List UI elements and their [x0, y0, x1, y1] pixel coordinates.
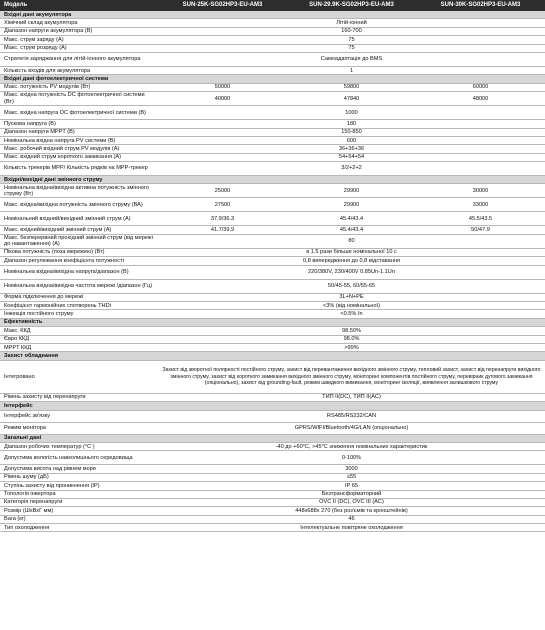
shared-value: Інтелектуальне повітряне охолодження — [158, 524, 545, 532]
section-header-row — [0, 434, 545, 442]
parameter-label: Пікова потужність (поза мережею) (Вт) — [0, 248, 158, 256]
shared-value: >99% — [158, 343, 545, 351]
parameter-label: Євро ККД — [0, 335, 158, 343]
shared-value: ТИП II(DC), ТИП II(AC) — [158, 393, 545, 401]
parameter-label: Діапазон напруги MPPT (В) — [0, 128, 158, 136]
parameter-label: Інтегровано — [0, 360, 158, 393]
model-1-value: 41.7/39.9 — [158, 226, 287, 234]
table-header-row — [0, 0, 545, 11]
shared-value: IP 65 — [158, 482, 545, 490]
table-row — [0, 92, 545, 106]
shared-value: Безтрансформаторний — [158, 490, 545, 498]
model-1-header: SUN-25K-SG02HP3-EU-AM3 — [158, 0, 287, 11]
section-title: Вхідні дані акумулятора — [0, 11, 545, 19]
table-row — [0, 507, 545, 515]
table-row — [0, 473, 545, 481]
parameter-label: Стратегія заряджання для літій-іонного акумулятора — [0, 52, 158, 66]
model-3-value: 30000 — [416, 184, 545, 198]
shared-value: <3% (від номінальної) — [158, 302, 545, 310]
parameter-label: Допустима вологість навколишнього середовища — [0, 451, 158, 465]
model-2-value: 45.4/43.4 — [287, 226, 416, 234]
table-row — [0, 19, 545, 27]
model-1-value: 50000 — [158, 83, 287, 91]
parameter-label: MPPT ККД — [0, 343, 158, 351]
parameter-label: Кількість трекерів MPP/ Кількість рядків на MPP-трекер — [0, 162, 158, 176]
parameter-label: Інтерфейс зв'язку — [0, 410, 158, 422]
parameter-label: Діапазон напруги акумулятора (В) — [0, 27, 158, 35]
table-row — [0, 36, 545, 44]
section-title: Захист обладнання — [0, 352, 545, 360]
parameter-label: Форма підключення до мережі — [0, 293, 158, 301]
table-row — [0, 212, 545, 226]
model-3-value: 45.5/43.5 — [416, 212, 545, 226]
table-row — [0, 265, 545, 279]
shared-value: 150-850 — [158, 128, 545, 136]
table-row — [0, 83, 545, 91]
model-3-value: 60000 — [416, 83, 545, 91]
table-row — [0, 482, 545, 490]
table-row — [0, 524, 545, 532]
shared-value: Захист від зворотної полярності постійного струму, захист від перевантаження вихідного змінного струму, тепловий захист, захист від перенапруги вихідного змінного струму, захист від короткого замикання вихідного змінного струму, моніторинг компонентів постійного струму, перевірник дугового замикання (опціонально), захист від grounding-fault, режим швидкого вимикання, моніторинг ізоляції, виявлення залишкового струму — [158, 360, 545, 393]
parameter-label: Макс. вхідна/вихідна потужність змінного струму (ВА) — [0, 198, 158, 212]
shared-value: 3L+N+PE — [158, 293, 545, 301]
shared-value: 1 — [158, 66, 545, 74]
section-header-row — [0, 11, 545, 19]
shared-value: 180 — [158, 120, 545, 128]
shared-value: 75 — [158, 44, 545, 52]
table-row — [0, 498, 545, 506]
shared-value: 160-700 — [158, 27, 545, 35]
shared-value: RS485/RS232/CAN — [158, 410, 545, 422]
parameter-label: Макс. вхідна потужність DC фотоелектричної системи (Вт) — [0, 92, 158, 106]
section-title: Вхідні дані фотоелектричної системи — [0, 75, 545, 83]
table-row — [0, 66, 545, 74]
parameter-label: Рівень захисту від перенапруги — [0, 393, 158, 401]
section-title: Вхідні/вихідні дані змінного струму — [0, 176, 545, 184]
shared-value: 3000 — [158, 465, 545, 473]
section-header-row — [0, 75, 545, 83]
shared-value: 0,8 випередження до 0,8 відставання — [158, 257, 545, 265]
shared-value: OVC II (DC), OVC III (AC) — [158, 498, 545, 506]
shared-value: 75 — [158, 36, 545, 44]
section-title: Ефективність — [0, 318, 545, 326]
shared-value: <0.5% In — [158, 310, 545, 318]
parameter-label: Макс. струм заряду (А) — [0, 36, 158, 44]
table-row — [0, 327, 545, 335]
table-row — [0, 302, 545, 310]
parameter-label: Категорія перенапруги — [0, 498, 158, 506]
shared-value: 50/45-55, 60/55-65 — [158, 279, 545, 293]
model-2-value: 29900 — [287, 198, 416, 212]
shared-value: 98.50% — [158, 327, 545, 335]
section-title: Інтерфейс — [0, 402, 545, 410]
model-3-value: 48000 — [416, 92, 545, 106]
table-row — [0, 410, 545, 422]
model-2-value: 59800 — [287, 83, 416, 91]
table-row — [0, 310, 545, 318]
table-row — [0, 106, 545, 120]
model-2-header: SUN-29.9K-SG02HP3-EU-AM3 — [287, 0, 416, 11]
parameter-label: Номінальна вхідна/вихідна напруга/діапазон (В) — [0, 265, 158, 279]
table-row — [0, 515, 545, 523]
section-header-row — [0, 318, 545, 326]
parameter-label: Номінальна вхідна напруга PV системи (В) — [0, 136, 158, 144]
parameter-label: Інжекція постійного струму — [0, 310, 158, 318]
table-row — [0, 490, 545, 498]
parameter-label: Режим монітора — [0, 422, 158, 434]
table-row — [0, 136, 545, 144]
parameter-label: Макс. вхідна напруга DC фотоелектричної системи (В) — [0, 106, 158, 120]
parameter-label: Кількість входів для акумулятора — [0, 66, 158, 74]
table-row — [0, 226, 545, 234]
table-row — [0, 153, 545, 161]
table-row — [0, 184, 545, 198]
parameter-label: Макс. безперервний прохідний змінний струм (від мережі до навантаження) (А) — [0, 234, 158, 248]
shared-value: в 1.5 рази більше номінальної 10 с — [158, 248, 545, 256]
parameter-label: Хімічний склад акумулятора — [0, 19, 158, 27]
table-row — [0, 335, 545, 343]
table-row — [0, 234, 545, 248]
model-1-value: 25000 — [158, 184, 287, 198]
model-3-value: 33000 — [416, 198, 545, 212]
shared-value: 220/380V, 230/400V 0.85Un-1.1Un — [158, 265, 545, 279]
shared-value: Літій-іонний — [158, 19, 545, 27]
table-row — [0, 422, 545, 434]
shared-value: 0-100% — [158, 451, 545, 465]
parameter-label: Макс. вхідний струм короткого замикання (А) — [0, 153, 158, 161]
shared-value: 36+36+36 — [158, 145, 545, 153]
section-header-row — [0, 176, 545, 184]
model-2-value: 45.4/43.4 — [287, 212, 416, 226]
model-3-header: SUN-30K-SG02HP3-EU-AM3 — [416, 0, 545, 11]
model-header: Модель — [0, 0, 158, 11]
parameter-label: Топологія інвертора — [0, 490, 158, 498]
parameter-label: Допустима висота над рівнем моря — [0, 465, 158, 473]
parameter-label: Вага (кг) — [0, 515, 158, 523]
parameter-label: Ступінь захисту від проникнення (IP) — [0, 482, 158, 490]
shared-value: 448х688х 270 (без роз'ємів та кронштейнів) — [158, 507, 545, 515]
model-2-value: 47840 — [287, 92, 416, 106]
parameter-label: Номінальна вхідна/вихідна активна потужність змінного струму (Вт) — [0, 184, 158, 198]
shared-value: 3/2+2+2 — [158, 162, 545, 176]
table-row — [0, 198, 545, 212]
parameter-label: Макс. ККД — [0, 327, 158, 335]
table-row — [0, 343, 545, 351]
table-row — [0, 248, 545, 256]
shared-value: 54+54+54 — [158, 153, 545, 161]
parameter-label: Пускова напруга (В) — [0, 120, 158, 128]
model-2-value: 29900 — [287, 184, 416, 198]
shared-value: 98.0% — [158, 335, 545, 343]
section-header-row — [0, 402, 545, 410]
table-row — [0, 279, 545, 293]
model-1-value: 27500 — [158, 198, 287, 212]
shared-value: Самоадаптація до BMS — [158, 52, 545, 66]
table-row — [0, 27, 545, 35]
shared-value: ≤55 — [158, 473, 545, 481]
table-row — [0, 128, 545, 136]
spec-table-body — [0, 11, 545, 532]
shared-value: GPRS/WIFI/Bluetooth/4G/LAN (опціонально) — [158, 422, 545, 434]
table-row — [0, 442, 545, 450]
shared-value: 80 — [158, 234, 545, 248]
section-title: Загальні дані — [0, 434, 545, 442]
parameter-label: Розмір (ШхВхГ мм) — [0, 507, 158, 515]
parameter-label: Макс. вхідний/вихідний змінний струм (А) — [0, 226, 158, 234]
parameter-label: Номінальна вхідна/вихідна частота мережі /діапазон (Гц) — [0, 279, 158, 293]
table-row — [0, 465, 545, 473]
table-row — [0, 393, 545, 401]
parameter-label: Діапазон регулювання коефіцієнта потужності — [0, 257, 158, 265]
parameter-label: Діапазон робочих температур (°C ) — [0, 442, 158, 450]
parameter-label: Рівень шуму (дБ) — [0, 473, 158, 481]
table-row — [0, 52, 545, 66]
parameter-label: Макс. потужність PV модулів (Вт) — [0, 83, 158, 91]
parameter-label: Макс. робочий вхідний струм PV модулів (А) — [0, 145, 158, 153]
table-row — [0, 257, 545, 265]
shared-value: 46 — [158, 515, 545, 523]
table-row — [0, 293, 545, 301]
shared-value: 600 — [158, 136, 545, 144]
table-row — [0, 451, 545, 465]
table-row — [0, 120, 545, 128]
model-1-value: 37.9/36.3 — [158, 212, 287, 226]
parameter-label: Тип охолодження — [0, 524, 158, 532]
model-1-value: 40000 — [158, 92, 287, 106]
shared-value: -40 до +60°C, >45°C зниження номінальних характеристик — [158, 442, 545, 450]
table-row — [0, 162, 545, 176]
parameter-label: Коефіцієнт гармонійних спотворень THDi — [0, 302, 158, 310]
table-row — [0, 145, 545, 153]
section-header-row — [0, 352, 545, 360]
shared-value: 1000 — [158, 106, 545, 120]
model-3-value: 50/47.9 — [416, 226, 545, 234]
table-row — [0, 360, 545, 393]
parameter-label: Макс. струм розряду (А) — [0, 44, 158, 52]
table-row — [0, 44, 545, 52]
parameter-label: Номінальний вхідний/вихідний змінний струм (А) — [0, 212, 158, 226]
